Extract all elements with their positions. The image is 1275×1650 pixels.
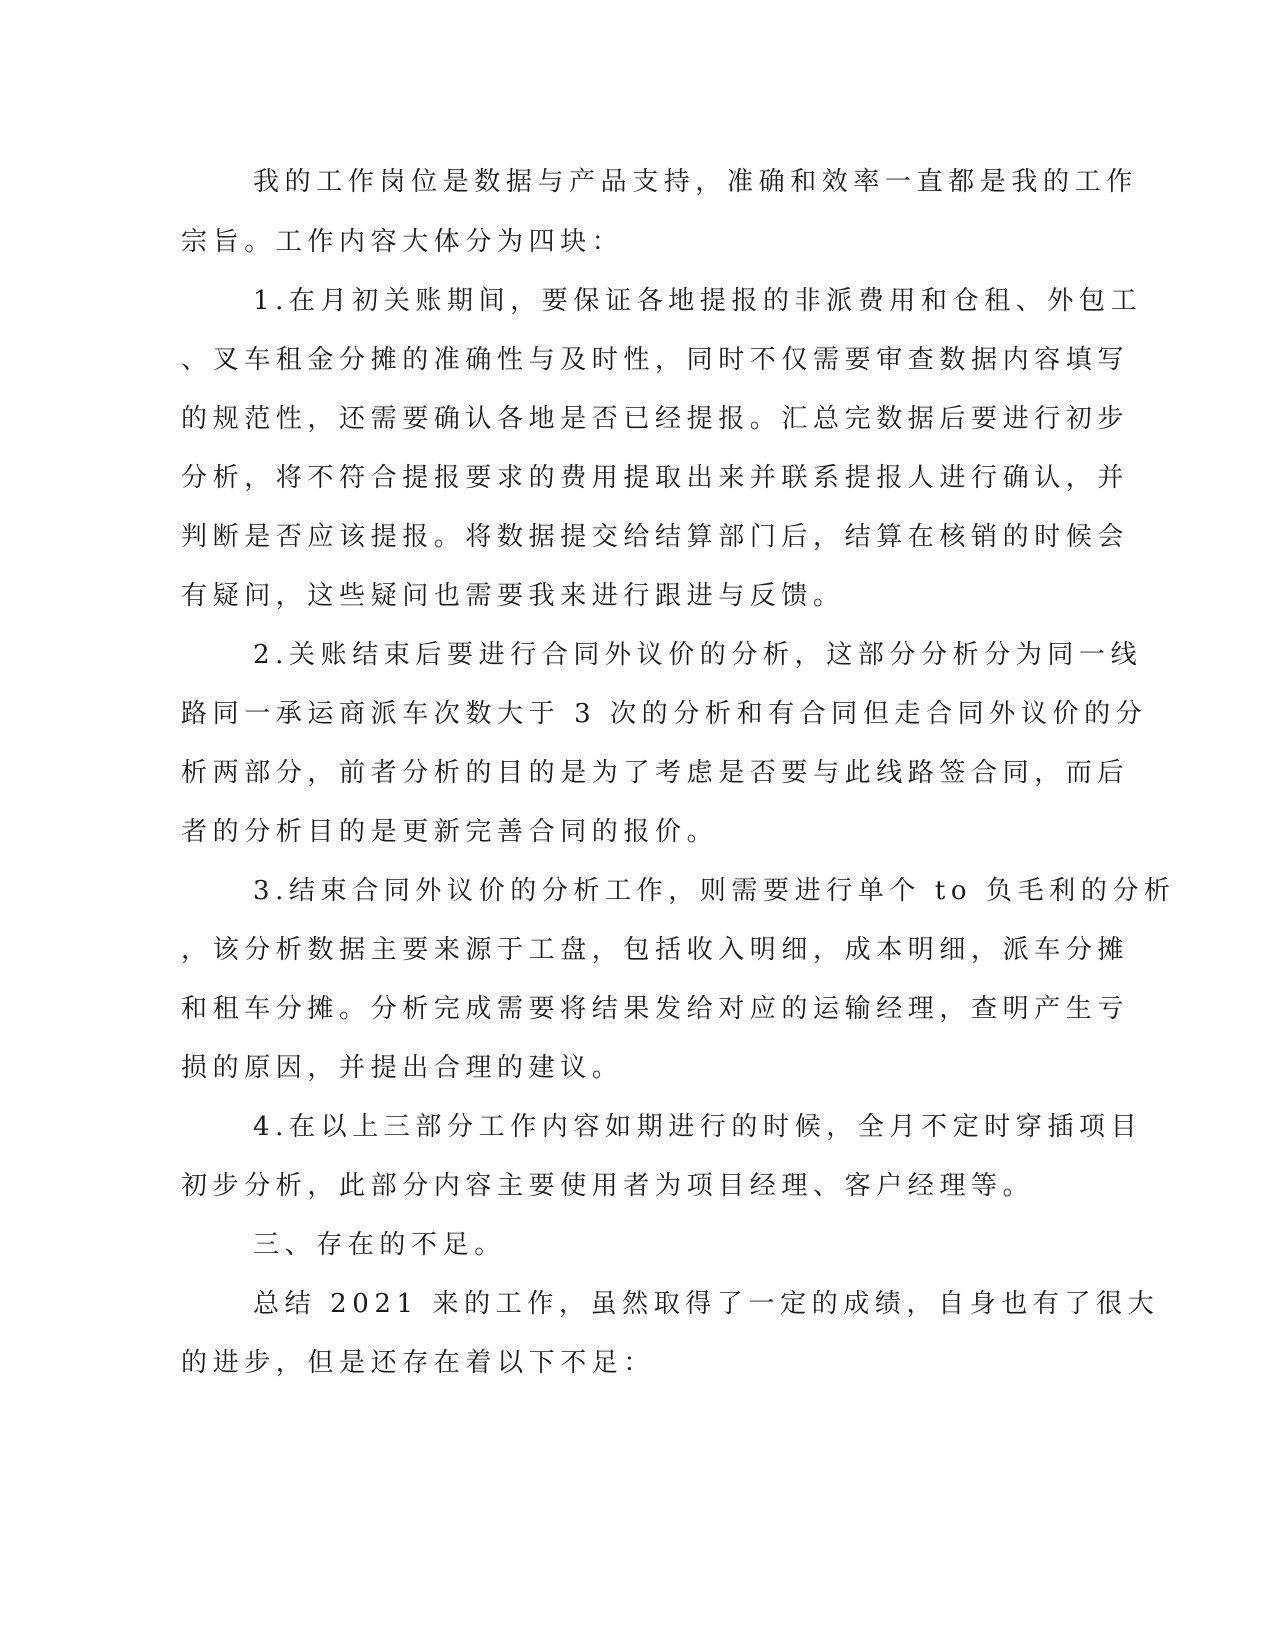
item-2-line-3: 析两部分，前者分析的目的是为了考虑是否要与此线路签合同，而后 (181, 758, 1130, 788)
summary-line-2: 的进步，但是还存在着以下不足： (181, 1348, 656, 1378)
item-3-line-4: 损的原因，并提出合理的建议。 (181, 1053, 624, 1083)
item-1-line-3: 的规范性，还需要确认各地是否已经提报。汇总完数据后要进行初步 (181, 404, 1130, 434)
item-2-line-2: 路同一承运商派车次数大于 3 次的分析和有合同但走合同外议价的分 (181, 699, 1148, 729)
item-4-line-1: 4.在以上三部分工作内容如期进行的时候，全月不定时穿插项目 (253, 1112, 1143, 1142)
item-3-line-1: 3.结束合同外议价的分析工作，则需要进行单个 to 负毛利的分析 (253, 876, 1176, 906)
item-3-line-2: ，该分析数据主要来源于工盘，包括收入明细，成本明细，派车分摊 (181, 935, 1130, 965)
item-1-line-2: 、叉车租金分摊的准确性与及时性，同时不仅需要审查数据内容填写 (181, 345, 1130, 375)
section-heading: 三、存在的不足。 (253, 1230, 506, 1260)
item-1-line-5: 判断是否应该提报。将数据提交给结算部门后，结算在核销的时候会 (181, 522, 1130, 552)
item-1-line-1: 1.在月初关账期间，要保证各地提报的非派费用和仓租、外包工 (253, 286, 1143, 316)
item-4-line-2: 初步分析，此部分内容主要使用者为项目经理、客户经理等。 (181, 1171, 1035, 1201)
summary-line-1: 总结 2021 来的工作，虽然取得了一定的成绩，自身也有了很大 (253, 1289, 1160, 1319)
item-1-line-6: 有疑问，这些疑问也需要我来进行跟进与反馈。 (181, 581, 845, 611)
item-2-line-1: 2.关账结束后要进行合同外议价的分析，这部分分析分为同一线 (253, 640, 1143, 670)
paragraph-1-line-1: 我的工作岗位是数据与产品支持，准确和效率一直都是我的工作 (253, 167, 1138, 197)
item-3-line-3: 和租车分摊。分析完成需要将结果发给对应的运输经理，查明产生亏 (181, 994, 1130, 1024)
paragraph-1-line-2: 宗旨。工作内容大体分为四块： (181, 227, 624, 257)
item-1-line-4: 分析，将不符合提报要求的费用提取出来并联系提报人进行确认，并 (181, 463, 1130, 493)
item-2-line-4: 者的分析目的是更新完善合同的报价。 (181, 817, 719, 847)
